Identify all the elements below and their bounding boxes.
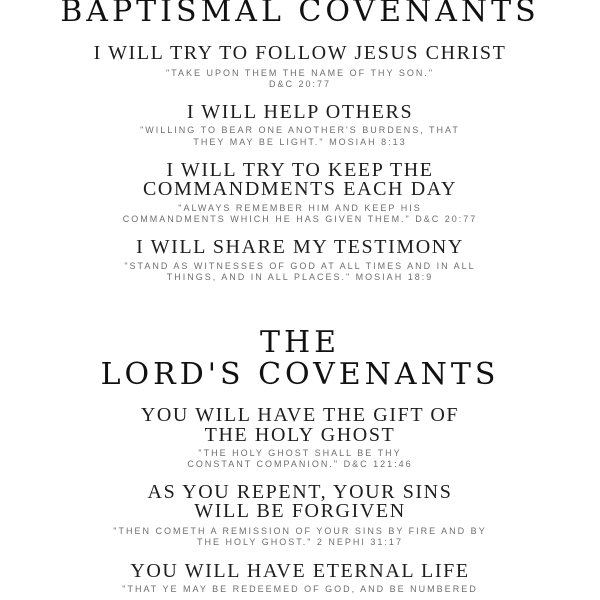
scripture-quote: THINGS, AND IN ALL PLACES." MOSIAH 18:9	[166, 272, 434, 282]
covenant-heading: YOU WILL HAVE THE GIFT OF	[140, 404, 460, 426]
covenant-heading: I WILL TRY TO FOLLOW JESUS CHRIST	[93, 42, 507, 64]
scripture-quote: "ALWAYS REMEMBER HIM AND KEEP HIS	[178, 203, 422, 213]
scripture-quote: THE HOLY GHOST." 2 NEPHI 31:17	[197, 537, 403, 547]
covenant-heading: I WILL TRY TO KEEP THE	[166, 159, 434, 181]
covenant-heading: AS YOU REPENT, YOUR SINS	[147, 481, 453, 503]
scripture-quote: "THEN COMETH A REMISSION OF YOUR SINS BY FIRE AND BY	[113, 526, 487, 536]
section-title-baptismal-covenants: BAPTISMAL COVENANTS	[60, 0, 540, 29]
scripture-quote: D&C 20:77	[268, 79, 332, 89]
scripture-quote: CONSTANT COMPANION." D&C 121:46	[187, 459, 413, 469]
scripture-quote: "THE HOLY GHOST SHALL BE THY	[198, 448, 402, 458]
scripture-quote: "STAND AS WITNESSES OF GOD AT ALL TIMES AND IN ALL	[124, 261, 476, 271]
covenant-heading: COMMANDMENTS EACH DAY	[142, 178, 457, 200]
covenant-heading: WILL BE FORGIVEN	[194, 500, 406, 522]
covenant-heading: I WILL HELP OTHERS	[186, 101, 414, 123]
covenant-heading: THE HOLY GHOST	[204, 424, 396, 446]
scripture-quote: "WILLING TO BEAR ONE ANOTHER'S BURDENS, THAT	[140, 125, 460, 135]
section-title-lords-covenants: THE	[259, 325, 341, 360]
scripture-quote: "TAKE UPON THEM THE NAME OF THY SON."	[165, 68, 435, 78]
section-title-lords-covenants: LORD'S COVENANTS	[100, 357, 500, 392]
covenant-heading: I WILL SHARE MY TESTIMONY	[136, 236, 464, 258]
covenant-heading: YOU WILL HAVE ETERNAL LIFE	[130, 560, 470, 582]
scripture-quote: COMMANDMENTS WHICH HE HAS GIVEN THEM." D&C 20:77	[122, 214, 478, 224]
scripture-quote: "THAT YE MAY BE REDEEMED OF GOD, AND BE NUMBERED	[122, 584, 478, 594]
scripture-quote: THEY MAY BE LIGHT." MOSIAH 8:13	[193, 137, 407, 147]
